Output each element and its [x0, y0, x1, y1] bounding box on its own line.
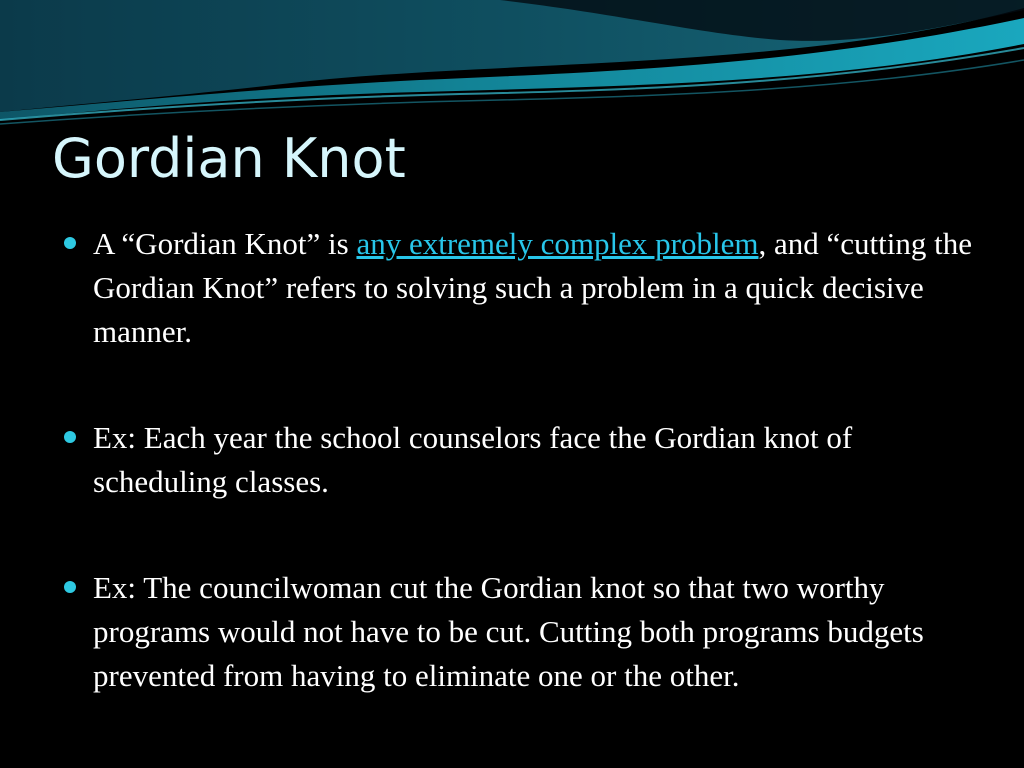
bullet-item-example-councilwoman [62, 566, 977, 698]
bullet-item-definition [62, 222, 977, 354]
bullet-item-example-counselors [62, 416, 977, 504]
bullet-text-after-link: , and “cutting the Gordian Knot” refers to solving such a problem in a quick decisive manner. [93, 226, 972, 349]
bullet-text: Ex: The councilwoman cut the Gordian knot so that two worthy programs would not have to be cut. Cutting both programs budgets prevented from having to eliminate one or the other. [93, 570, 924, 693]
bullet-text-before-link: A “Gordian Knot” is [93, 226, 357, 261]
bullet-list [62, 222, 977, 698]
bullet-text: Ex: Each year the school counselors face the Gordian knot of scheduling classes. [93, 420, 853, 499]
slide-title: Gordian Knot [52, 127, 406, 190]
bullet-dot-icon [64, 237, 76, 249]
definition-link[interactable]: any extremely complex problem [356, 226, 759, 261]
bullet-dot-icon [64, 431, 76, 443]
bullet-dot-icon [64, 581, 76, 593]
header-wave-decoration [0, 0, 1024, 130]
